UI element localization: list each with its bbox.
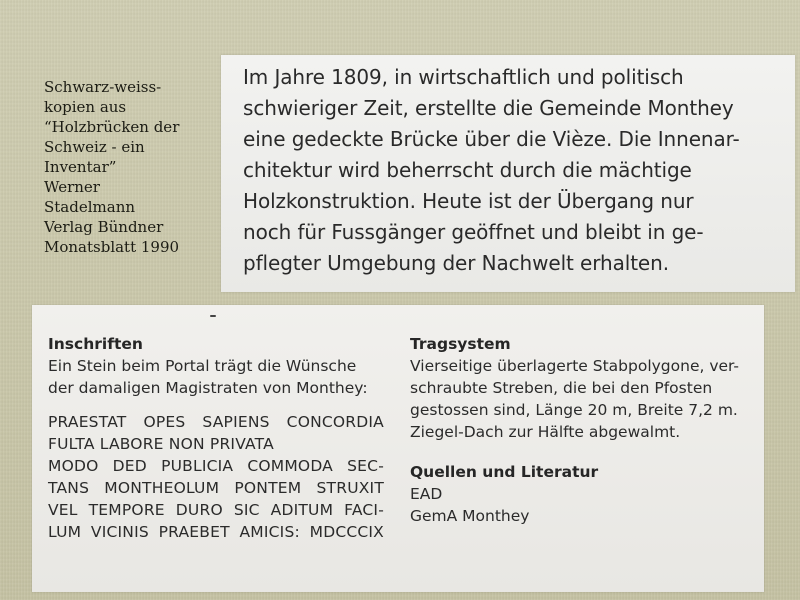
structure-line: schraubte Streben, die bei den Pfosten [410,379,713,397]
paragraph-line: Holzkonstruktion. Heute ist der Übergang nur [243,189,694,213]
latin-line: LUM VICINIS PRAEBET AMICIS: MDCCCIX [48,523,384,541]
structure-description [410,355,755,443]
caption-line: Werner [44,178,100,196]
scan-speck [210,315,216,317]
sources-list [410,483,755,527]
paragraph-line: Im Jahre 1809, in wirtschaftlich und politisch [243,65,684,89]
latin-line: PRAESTAT OPES SAPIENS CONCORDIA [48,413,384,431]
caption-line: Monatsblatt 1990 [44,238,180,256]
caption-line: Verlag Bündner [44,218,164,236]
caption-line: Schweiz - ein [44,138,145,156]
latin-line: VEL TEMPORE DURO SIC ADITUM FACI- [48,501,384,519]
inscriptions-intro [48,355,408,399]
latin-line: MODO DED PUBLICIA COMMODA SEC- [48,457,384,475]
caption-line: “Holzbrücken der [44,118,180,136]
latin-inscription [48,411,408,543]
history-paragraph [243,62,740,279]
paragraph-line: eine gedeckte Brücke über die Vièze. Die Innenar- [243,127,740,151]
structure-column [410,333,755,527]
bottom-scanned-excerpt [32,305,764,592]
structure-line: Vierseitige überlagerte Stabpolygone, ver- [410,357,740,375]
caption-line: Schwarz-weiss- [44,78,162,96]
paragraph-line: pflegter Umgebung der Nachwelt erhalten. [243,251,669,275]
caption-text [44,77,219,257]
caption-line: kopien aus [44,98,127,116]
structure-line: Ziegel-Dach zur Hälfte abgewalmt. [410,423,681,441]
source-item: GemA Monthey [410,507,530,525]
sources-heading: Quellen und Literatur [410,463,599,481]
latin-line: TANS MONTHEOLUM PONTEM STRUXIT [48,479,384,497]
inscriptions-heading: Inschriften [48,335,143,353]
intro-line: Ein Stein beim Portal trägt die Wünsche [48,357,357,375]
structure-line: gestossen sind, Länge 20 m, Breite 7,2 m. [410,401,738,419]
latin-line: FULTA LABORE NON PRIVATA [48,435,274,453]
intro-line: der damaligen Magistraten von Monthey: [48,379,368,397]
caption-line: Stadelmann [44,198,136,216]
caption-line: Inventar” [44,158,117,176]
structure-heading: Tragsystem [410,335,511,353]
top-scanned-paragraph [221,55,795,292]
paragraph-line: chitektur wird beherrscht durch die mächtige [243,158,692,182]
source-item: EAD [410,485,443,503]
paragraph-line: schwieriger Zeit, erstellte die Gemeinde Monthey [243,96,734,120]
inscriptions-column [48,333,408,543]
paragraph-line: noch für Fussgänger geöffnet und bleibt in ge- [243,220,704,244]
